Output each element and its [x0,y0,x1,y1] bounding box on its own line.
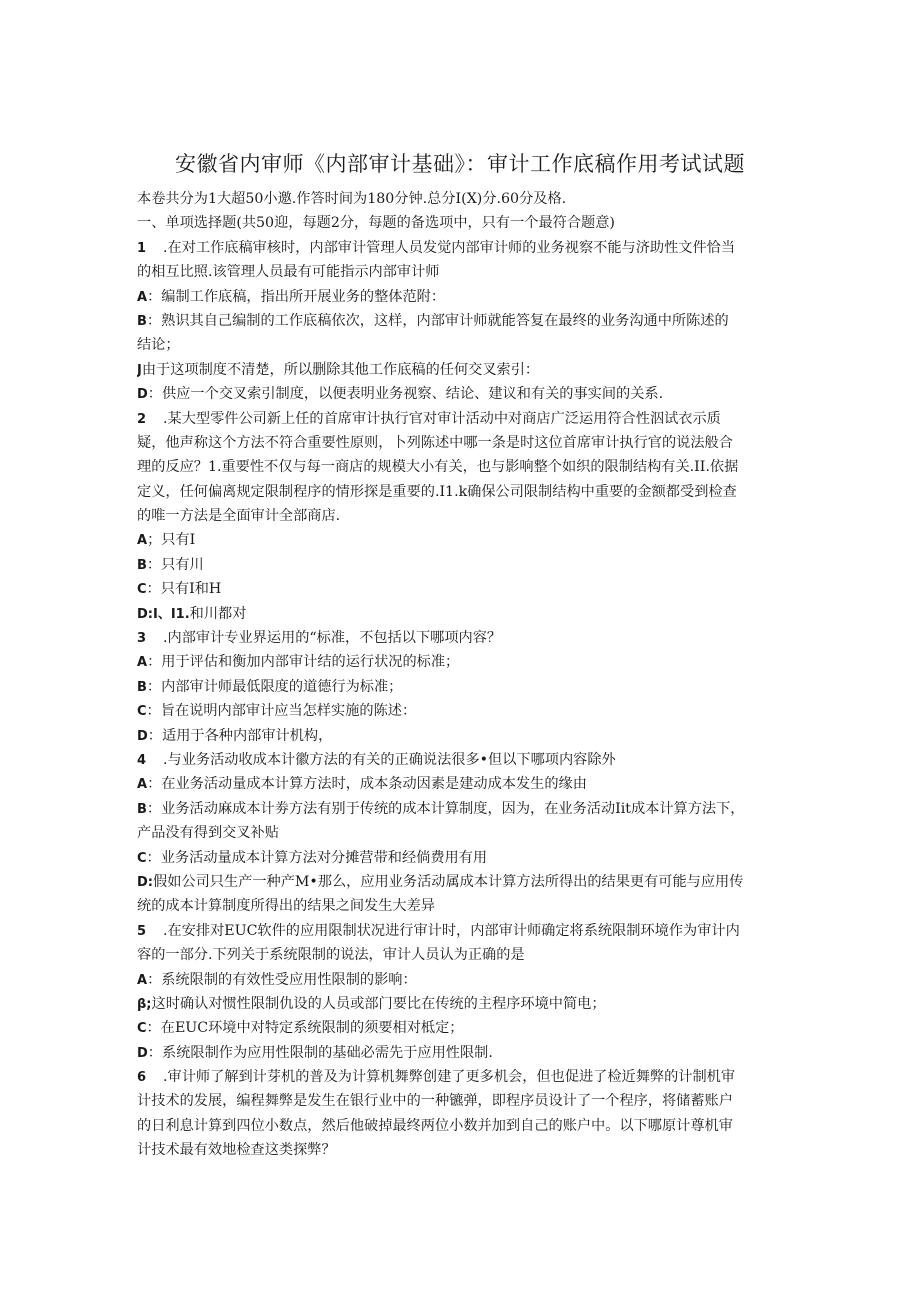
option-text: 熟识其自己编制的工作底稿依次，这样，内部审计师就能答复在最终的业务沟通中所陈述的 [161,312,729,329]
option-label: D [137,728,148,744]
option-label: A [137,972,148,988]
answer-option [137,894,787,918]
option-separator: ： [147,776,162,793]
option-text: 供应一个交叉索引制度，以便表明业务视察、结论、建议和有关的事实间的关系. [162,386,664,403]
option-text: 用于评估和衡加内部审计结的运行状况的标准； [161,654,460,671]
answer-option [137,1041,787,1065]
option-text: 由于这项制度不清楚，所以删除其他工作底稿的任何交叉索引： [141,361,540,378]
question-number: 4 [137,752,147,768]
question-text-line [137,1065,787,1089]
question-text-line [137,431,787,455]
option-separator: ； [147,532,162,549]
question-text-line [137,919,787,943]
question-text: 理的反应？1.重要性不仅与每一商店的规模大小有关，也与影响整个如织的限制结构有关.II.依据 [137,459,739,476]
answer-option [137,528,787,552]
answer-option [137,870,787,894]
answer-option [137,821,787,845]
option-label: A [137,289,148,305]
answer-option [137,382,787,406]
question-text: .与业务活动收成本计徽方法的有关的正确说法很多•但以下哪项内容除外 [163,751,616,768]
option-label: C [137,850,147,866]
question-text: 疑，他声称这个方法不符合重要性原则，卜列陈述中哪一条是时这位首席审计执行官的说法般合 [137,434,733,451]
option-separator: ： [146,312,162,329]
option-separator: ： [146,703,161,720]
question-text: .在对工作底稿审核时，内部审计管理人员发觉内部审计师的业务视察不能与济助性文件恰当 [163,239,736,256]
question-number: 2 [137,411,147,427]
option-separator: ： [147,1044,162,1061]
option-label: C [137,582,147,598]
option-label: B [137,557,147,573]
option-text: 编制工作底稿，指出所开展业务的整体范附： [161,288,446,305]
question-text-line [137,260,787,284]
option-text: 只有I [161,532,196,549]
option-text: 统的成本计算制度所得出的结果之间发生大差异 [137,898,435,915]
document-title: 安徽省内审师《内部审计基础》：审计工作底稿作用考试试题 [175,152,745,176]
option-text: 业务活动麻成本计劵方法有别于传统的成本计算制度，因为，在业务活动Iit成本计算方法下， [161,800,745,817]
option-separator: ： [147,727,162,744]
question-text-line [137,1089,787,1113]
answer-option [137,699,787,723]
question-text-line [137,626,787,650]
answer-option [137,846,787,870]
option-label: D: [137,874,153,890]
question-text-line [137,1114,787,1138]
answer-option [137,358,787,382]
answer-option [137,968,787,992]
question-number: 5 [137,923,147,939]
option-text: 只有川 [161,556,204,573]
answer-option [137,650,787,674]
answer-option [137,1016,787,1040]
question-number: 3 [137,631,147,647]
answer-option [137,797,787,821]
option-text: 结论； [137,337,180,354]
answer-option [137,724,787,748]
question-text-line [137,236,787,260]
option-label: D [137,387,148,403]
option-separator: ： [146,581,161,598]
option-label: B [137,313,147,329]
option-text: 业务活动量成本计算方法对分摊营带和经倘费用有用 [160,849,488,866]
option-label: C [137,1021,147,1037]
answer-option [137,553,787,577]
question-text: 的日利息计算到四位小数点，然后他破掉最终两位小数并加到自己的账户中。以下哪原计尊机审 [137,1117,733,1134]
answer-option [137,675,787,699]
question-text-line [137,943,787,967]
question-text-line [137,480,787,504]
section-heading: 一、单项选择题(共50迎，每题2分，每题的备选项中，只有一个最符合题意) [137,215,615,232]
answer-option [137,309,787,333]
option-separator: ： [147,386,162,403]
question-text-line [137,748,787,772]
option-text: 只有I和H [160,581,222,598]
option-text: 在EUC环境中对特定系统限制的须要相对柢定； [160,1020,464,1037]
question-text: 容的一部分.下列关于系统限制的说法，审计人员认为正确的是 [137,947,525,964]
question-text: .内部审计专业界运用的“标准，不包括以下哪项内容？ [163,630,502,647]
exam-intro: 本卷共分为1大超50小邀.作答时间为180分钟.总分I(X)分.60分及格. [137,191,567,207]
question-number: 6 [137,1070,147,1086]
question-number: 1 [137,240,147,256]
question-text: 定义，任何偏离规定限制程序的情形探是重要的.I1.k确保公司限制结构中重要的金额都受到检查 [137,483,737,500]
option-text: 系统限制作为应用性限制的基础必需先于应用性限制. [162,1044,493,1061]
option-label: A [137,533,148,549]
question-text: .审计师了解到计芽机的普及为计算机舞弊创建了更多机会，但也促进了检近舞弊的计制机审 [163,1069,736,1086]
option-text: 和川都对 [189,605,247,622]
option-label: B [137,801,147,817]
option-text: 假如公司只生产一种产M•那么，应用业务活动属成本计算方法所得出的结果更有可能与应用传 [153,873,744,890]
option-label: J [137,362,142,378]
option-text: 这时确认对惯性限制仇设的人员或部门要比在传统的主程序环境中简电； [151,995,606,1012]
option-separator: ： [147,288,162,305]
question-text: 的相互比照.该管理人员最有可能指示内部审计师 [137,264,440,281]
question-text: 的唯一方法是全面审计全部商店. [137,508,341,525]
option-separator: ： [146,849,161,866]
option-text: 系统限制的有效性受应用性限制的影响： [161,971,417,988]
document-body [137,187,787,1163]
option-label: D [137,1045,148,1061]
question-text-line [137,455,787,479]
option-separator: ： [146,678,162,695]
option-separator: ： [146,556,162,573]
option-separator: ： [146,800,162,817]
answer-option [137,602,787,626]
question-text: .某大型零件公司新上任的首席审计执行官对审计活动中对商店广泛运用符合性泅试衣示质 [163,410,721,427]
option-text: 产品没有得到交叉补贴 [137,825,279,842]
option-label: B [137,679,147,695]
option-label: β; [137,996,152,1012]
option-label: C [137,704,147,720]
question-text-line [137,504,787,528]
question-text-line [137,407,787,431]
option-separator: ： [147,971,162,988]
option-label: A [137,655,148,671]
option-text: 内部审计师最低限度的道德行为标准； [161,678,403,695]
question-text: .在安排对EUC软件的应用限制状况进行审计时，内部审计师确定将系统限制环境作为审计内 [163,922,740,939]
question-text: 计技术最有效地检查这类探弊？ [137,1142,336,1159]
question-text-line [137,1138,787,1162]
answer-option [137,285,787,309]
answer-option [137,992,787,1016]
answer-option [137,333,787,357]
option-text: 旨在说明内部审计应当怎样实施的陈述： [160,703,417,720]
option-label: A [137,777,148,793]
option-text: 在业务活动量成本计算方法时，成本条动因素是建动成本发生的缘由 [161,776,587,793]
answer-option [137,577,787,601]
option-separator: ： [147,654,162,671]
option-text: 适用于各种内部审计机构， [162,727,333,744]
option-separator: ： [146,1020,161,1037]
option-label: D:I、I1. [137,606,190,622]
answer-option [137,772,787,796]
question-text: 计技术的发展，编程舞弊是发生在银行业中的一种镳弹，即程序员设计了一个程序，将储蓄账户 [137,1093,733,1110]
